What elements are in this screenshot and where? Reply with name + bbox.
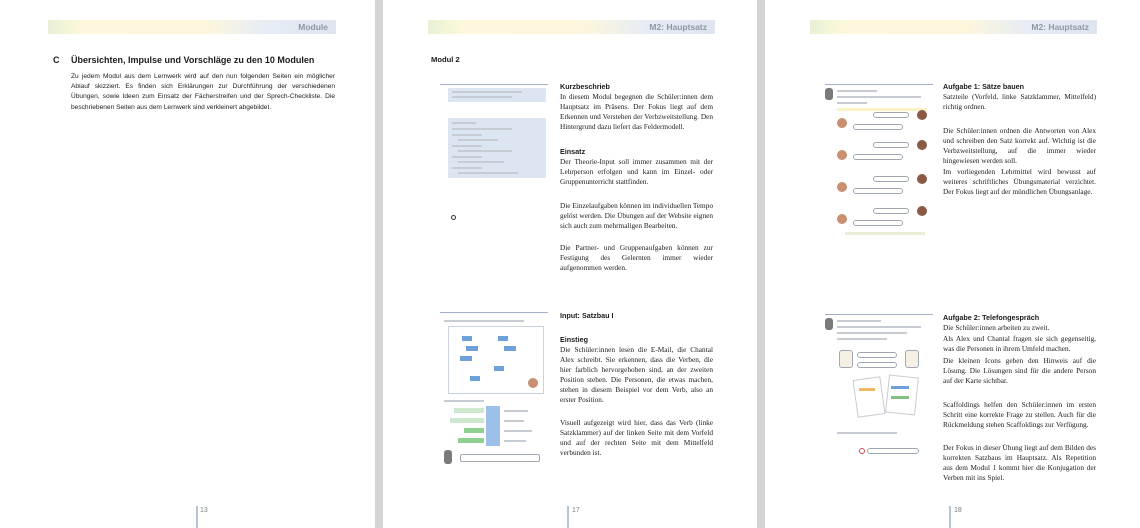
section-title: Übersichten, Impulse und Vorschläge zu den 10 Modulen (71, 55, 315, 65)
einstieg-text: Die Schüler:innen lesen die E-Mail, die Chantal Alex schreibt. Sie erkennen, dass die Verben, die hier farblich hervorgehoben sind, an der zweiten Position stehen. Die Personen, die etwas machen, stehen in diesem Beispiel vor dem Verb, also an erster Position. (560, 345, 713, 405)
aufgabe-2-text-1: Die Schüler:innen arbeiten zu zweit. (943, 323, 1050, 332)
page-17 (383, 0, 757, 528)
page-header-label: M2: Hauptsatz (649, 22, 707, 32)
aufgabe-1-text-3: Im vorliegenden Lehrmittel wird bewusst auf weiteres schriftliches Übungsmaterial verzichtet. Der Fokus liegt auf der mündlichen Übungsanlage. (943, 167, 1096, 197)
page-header-label: Module (298, 22, 328, 32)
page-13 (0, 0, 375, 528)
einsatz-heading: Einsatz (560, 147, 586, 156)
section-intro: Zu jedem Modul aus dem Lernwerk wird auf den nun folgenden Seiten ein möglicher Ablauf skizziert. Es finden sich Erklärungen zur Durchführung der verschiedenen Übungen, sowie Ideen zum Einsatz der Fächerstreifen und der Sprech-Checkliste. Die beschriebenen Seiten aus dem Lernwerk sind verkleinert abgebildet. (71, 73, 335, 111)
kurzbeschrieb-text: In diesem Modul begegnen die Schüler:innen dem Hauptsatz im Präsens. Der Fokus liegt auf dem Erkennen und Verstehen der Verbzweitstellung. Den Hintergrund dazu liefert das Feldermodell. (560, 92, 713, 132)
page-number: 13 (200, 507, 208, 514)
aufgabe-2-text-5: Der Fokus in dieser Übung liegt auf dem Bilden des korrekten Satzbaus im Hauptsatz. Als Repetition aus dem Modul 1 kommt hier die Konjugation der Verben mit ins Spiel. (943, 443, 1096, 483)
lernwerk-thumbnail-aufgabe-1 (825, 82, 933, 238)
lernwerk-thumbnail-satzbau (440, 310, 548, 465)
aufgabe-2-text-3: Die kleinen Icons geben den Hinweis auf die Lösung. Die Lösungen sind für die andere Person auf der Karte sichtbar. (943, 356, 1096, 386)
page-number-bar (949, 506, 951, 528)
page-header-band (810, 20, 1097, 34)
aufgabe-2-text-4: Scaffoldings helfen den Schüler:innen im ersten Schritt eine korrekte Frage zu stellen. Auch für die Rückmeldung stehen Scaffoldings zur Verfügung. (943, 400, 1096, 430)
small-circle-marker (451, 215, 456, 220)
aufgabe-1-text-2: Die Schüler:innen ordnen die Antworten von Alex und schreiben den Satz korrekt auf. Wichtig ist die Verbzweitstellung, auf die immer wieder hingewiesen werden soll. (943, 126, 1096, 166)
page-number-bar (196, 506, 198, 528)
aufgabe-1-heading: Aufgabe 1: Sätze bauen (943, 82, 1025, 91)
input-satzbau-heading: Input: Satzbau I (560, 311, 614, 320)
einzelaufgaben-text: Die Einzelaufgaben können im individuellen Tempo gelöst werden. Die Übungen auf der Website eignen sich auch zum mehrmaligen Bearbeiten. (560, 201, 713, 231)
page-number: 18 (954, 507, 962, 514)
aufgabe-2-heading: Aufgabe 2: Telefongespräch (943, 313, 1040, 322)
partneraufgaben-text: Die Partner- und Gruppenaufgaben können zur Festigung des Gelernten immer wieder aufgenommen werden. (560, 243, 713, 273)
section-letter: C (53, 55, 60, 65)
aufgabe-1-text-1: Satzteile (Vorfeld, linke Satzklammer, Mittelfeld) richtig ordnen. (943, 92, 1096, 112)
kurzbeschrieb-heading: Kurzbeschrieb (560, 82, 610, 91)
einstieg-heading: Einstieg (560, 335, 588, 344)
module-title: Modul 2 (431, 55, 460, 64)
page-header-band (428, 20, 715, 34)
page-number-bar (567, 506, 569, 528)
lernwerk-thumbnail-aufgabe-2 (825, 312, 933, 462)
page-18 (765, 0, 1140, 528)
page-number: 17 (572, 507, 580, 514)
einsatz-text: Der Theorie-Input soll immer zusammen mit der Lehrperson erfolgen und kann im Einzel- oder Gruppenunterricht stattfinden. (560, 157, 713, 187)
aufgabe-2-text-2: Als Alex und Chantal fragen sie sich gegenseitig, was die Personen in ihrem Umfeld machen. (943, 334, 1096, 354)
lernwerk-thumbnail-overview (440, 82, 548, 180)
page-header-band (48, 20, 336, 34)
page-header-label: M2: Hauptsatz (1031, 22, 1089, 32)
visuell-text: Visuell aufgezeigt wird hier, dass das Verb (linke Satzklammer) auf der linken Seite mit dem Vorfeld und auf der rechten Seite mit dem Mittelfeld verbunden ist. (560, 418, 713, 458)
